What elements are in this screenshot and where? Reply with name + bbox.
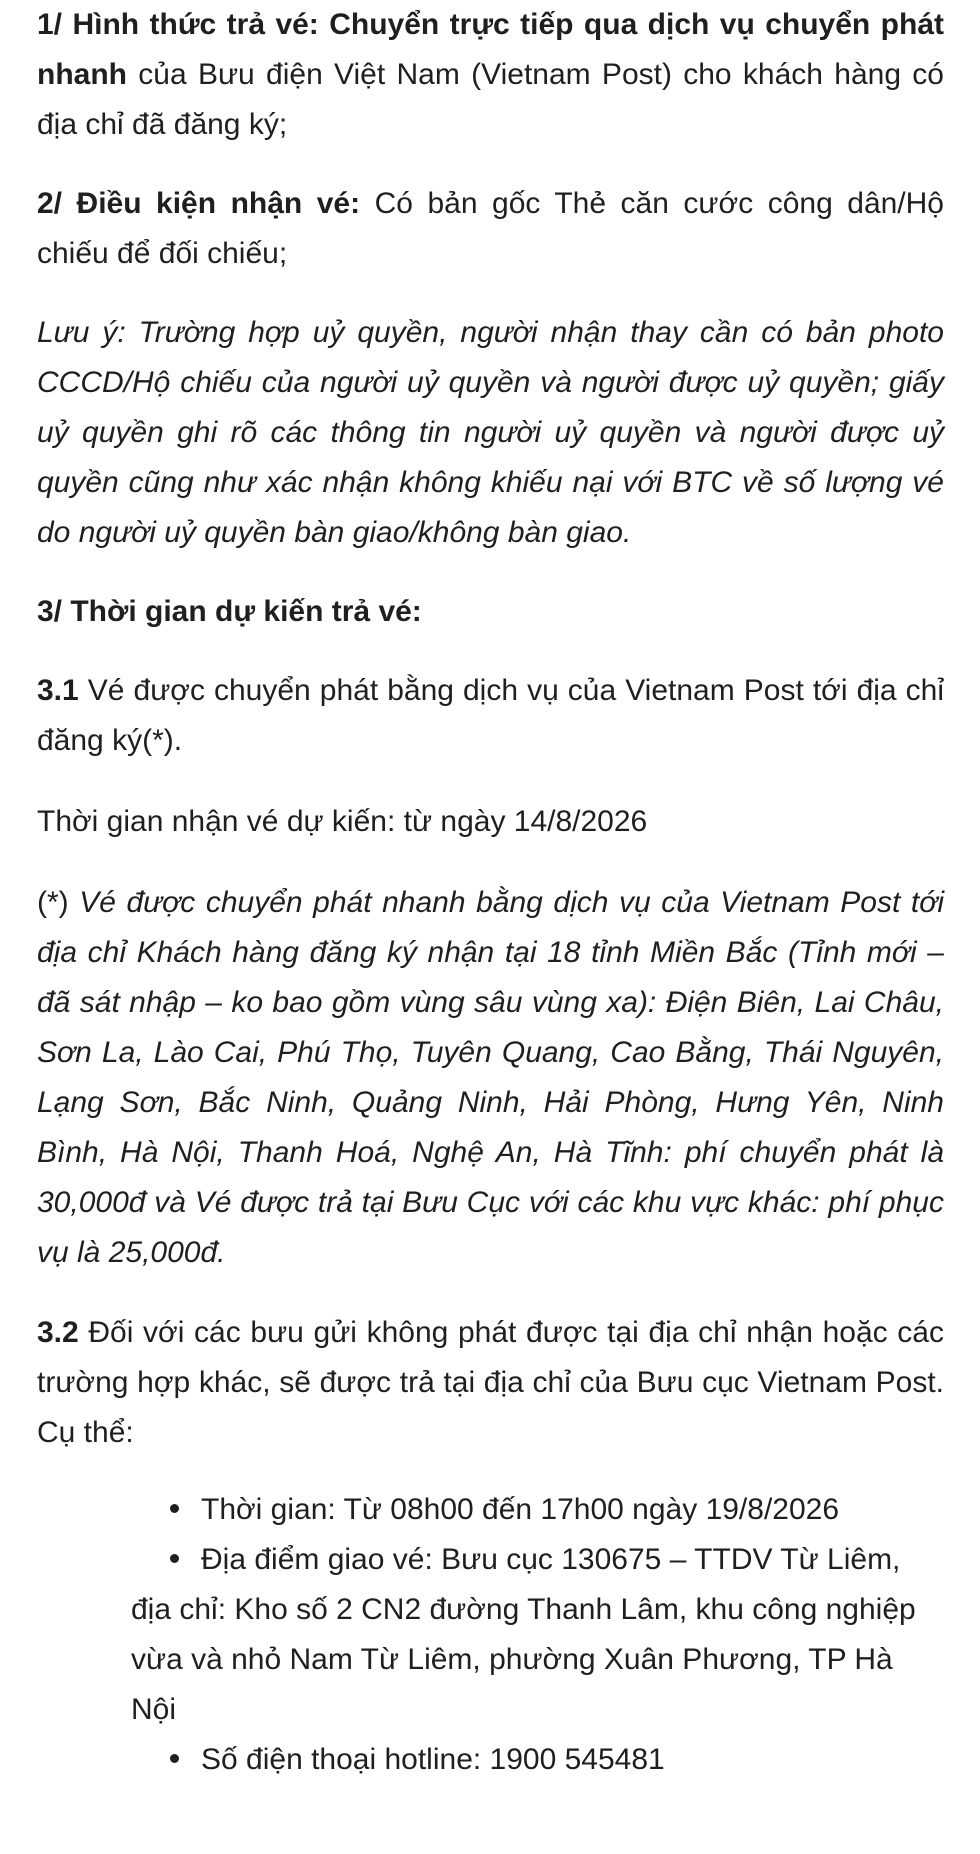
delivery-fee-note xyxy=(37,878,944,1278)
bullet-icon xyxy=(170,1504,179,1513)
section-3-paragraph xyxy=(37,587,944,637)
section-3-2-paragraph xyxy=(37,1308,944,1458)
section-2-text: Có bản gốc Thẻ căn cước công dân/Hộ chiếu để đối chiếu; xyxy=(37,187,944,270)
bullet-icon xyxy=(170,1554,179,1563)
section-3-2-text: Đối với các bưu gửi không phát được tại địa chỉ nhận hoặc các trường hợp khác, sẽ được trả tại địa chỉ của Bưu cục Vietnam Post. Cụ thể: xyxy=(37,1316,944,1449)
section-3-heading: 3/ Thời gian dự kiến trả vé: xyxy=(37,595,422,628)
pickup-time: Thời gian: Từ 08h00 đến 17h00 ngày 19/8/2026 xyxy=(201,1493,840,1526)
section-3-2-number: 3.2 xyxy=(37,1316,79,1349)
expected-receive-time: Thời gian nhận vé dự kiến: từ ngày 14/8/2026 xyxy=(37,805,648,838)
list-item xyxy=(131,1485,944,1535)
section-1-text: của Bưu điện Việt Nam (Vietnam Post) cho khách hàng có địa chỉ đã đăng ký; xyxy=(37,58,944,141)
section-1-label: 1/ Hình thức trả vé: Chuyển trực tiếp qua dịch vụ chuyển phát nhanh xyxy=(37,8,944,91)
pickup-location: Địa điểm giao vé: Bưu cục 130675 – TTDV Từ Liêm, địa chỉ: Kho số 2 CN2 đường Thanh Lâm, khu công nghiệp vừa và nhỏ Nam Từ Liêm, phường Xuân Phương, TP Hà Nội xyxy=(131,1543,916,1726)
section-3-1-text: Vé được chuyển phát bằng dịch vụ của Vietnam Post tới địa chỉ đăng ký(*). xyxy=(37,674,944,757)
delivery-fee-text: Vé được chuyển phát nhanh bằng dịch vụ của Vietnam Post tới địa chỉ Khách hàng đăng ký nhận tại 18 tỉnh Miền Bắc (Tỉnh mới – đã sát nhập – ko bao gồm vùng sâu vùng xa): Điện Biên, Lai Châu, Sơn La, Lào Cai, Phú Thọ, Tuyên Quang, Cao Bằng, Thái Nguyên, Lạng Sơn, Bắc Ninh, Quảng Ninh, Hải Phòng, Hưng Yên, Ninh Bình, Hà Nội, Thanh Hoá, Nghệ An, Hà Tĩnh: phí chuyển phát là 30,000đ và Vé được trả tại Bưu Cục với các khu vực khác: phí phục vụ là 25,000đ. xyxy=(37,886,944,1269)
authorization-note: Lưu ý: Trường hợp uỷ quyền, người nhận thay cần có bản photo CCCD/Hộ chiếu của người uỷ quyền và người được uỷ quyền; giấy uỷ quyền ghi rõ các thông tin người uỷ quyền và người được uỷ quyền cũng như xác nhận không khiếu nại với BTC về số lượng vé do người uỷ quyền bàn giao/không bàn giao. xyxy=(37,316,944,549)
section-1-paragraph xyxy=(37,0,944,150)
list-item xyxy=(131,1535,944,1735)
section-3-1-paragraph xyxy=(37,666,944,766)
footnote-marker: (*) xyxy=(37,886,80,919)
list-item xyxy=(131,1735,944,1785)
bullet-icon xyxy=(170,1754,179,1763)
section-3-1-number: 3.1 xyxy=(37,674,79,707)
section-2-label: 2/ Điều kiện nhận vé: xyxy=(37,187,361,220)
section-2-paragraph xyxy=(37,179,944,279)
hotline-number: Số điện thoại hotline: 1900 545481 xyxy=(201,1743,665,1776)
pickup-details-list xyxy=(37,1485,944,1785)
